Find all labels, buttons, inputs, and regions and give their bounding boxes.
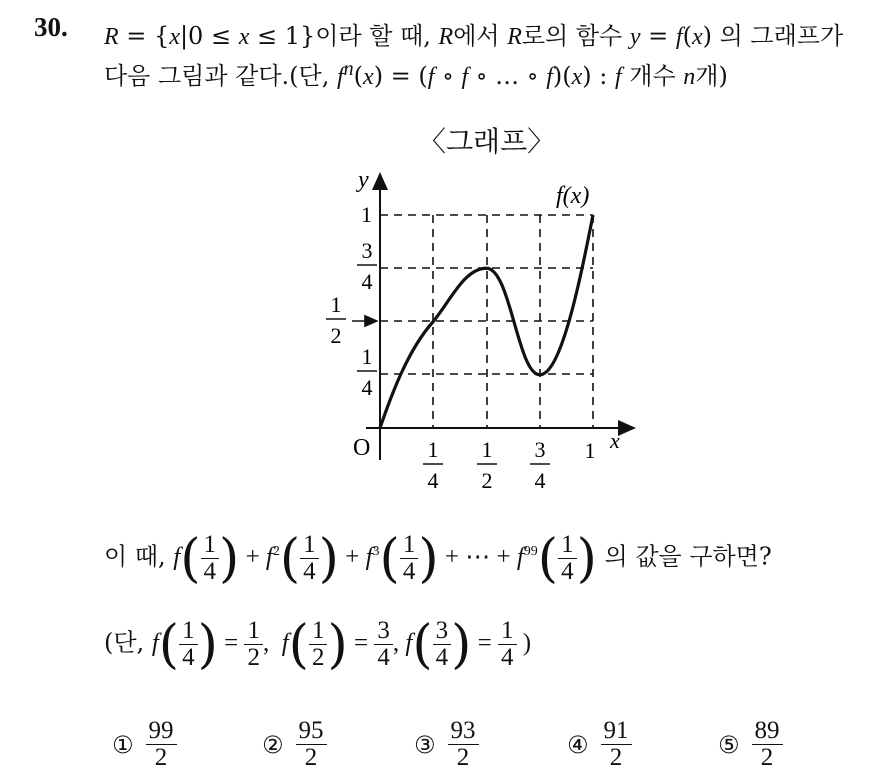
choice-1-marker: ① bbox=[112, 730, 134, 759]
dashed-grid bbox=[380, 215, 593, 428]
choice-1-value: $\frac{99}{2}$ bbox=[146, 718, 177, 772]
question-expression: 이 때, f( $\frac{1}{4}$ ) + $f^2$( $\frac{1}{4}$ ) + $f^3$( $\frac{1}{4}$ ) + ⋯ + $f^{99}$( $\frac{1}{4}$ ) 의 값을 구하면? bbox=[104, 528, 772, 589]
answer-choices bbox=[112, 718, 882, 776]
problem-statement-line-2: 다음 그림과 같다.(단, $f^n(x) = (f$ ∘ f ∘ … ∘ f)(x) : f 개수 n개) bbox=[104, 58, 728, 90]
y-tick-quarter bbox=[357, 344, 377, 400]
svg-text:4: 4 bbox=[427, 468, 439, 493]
curve-label: f(x) bbox=[556, 183, 590, 209]
choice-2-marker: ② bbox=[262, 730, 284, 759]
svg-text:4: 4 bbox=[361, 269, 373, 294]
svg-text:3: 3 bbox=[534, 437, 546, 462]
choice-3-marker: ③ bbox=[414, 730, 436, 759]
problem-number: 30. bbox=[34, 12, 68, 42]
problem-statement-line-1: R = {x|0 ≤ x ≤ 1}이라 할 때, R에서 R로의 함수 y = f(x) 의 그래프가 bbox=[104, 22, 844, 50]
x-tick-three-quarters bbox=[530, 437, 550, 493]
choice-1[interactable] bbox=[112, 718, 177, 772]
svg-text:4: 4 bbox=[361, 375, 373, 400]
y-tick-half bbox=[326, 292, 346, 348]
svg-text:1: 1 bbox=[427, 437, 439, 462]
choice-3-value: $\frac{93}{2}$ bbox=[448, 718, 479, 772]
choice-3[interactable] bbox=[414, 718, 479, 772]
choice-5-value: $\frac{89}{2}$ bbox=[752, 718, 783, 772]
choice-2[interactable] bbox=[262, 718, 327, 772]
svg-text:1: 1 bbox=[481, 437, 493, 462]
svg-text:1: 1 bbox=[330, 292, 342, 317]
svg-text:1: 1 bbox=[361, 344, 373, 369]
x-tick-half bbox=[477, 437, 497, 493]
svg-text:2: 2 bbox=[481, 468, 493, 493]
choice-4[interactable] bbox=[567, 718, 632, 772]
x-axis-label: x bbox=[610, 428, 620, 453]
origin-label: O bbox=[353, 435, 371, 461]
choice-5-marker: ⑤ bbox=[718, 730, 740, 759]
choice-2-value: $\frac{95}{2}$ bbox=[296, 718, 327, 772]
choice-4-value: $\frac{91}{2}$ bbox=[601, 718, 632, 772]
x-tick-quarter bbox=[423, 437, 443, 493]
svg-text:2: 2 bbox=[330, 323, 342, 348]
choice-4-marker: ④ bbox=[567, 730, 589, 759]
choice-5[interactable] bbox=[718, 718, 783, 772]
x-tick-1: 1 bbox=[584, 438, 596, 463]
svg-text:4: 4 bbox=[534, 468, 546, 493]
y-tick-1: 1 bbox=[361, 202, 372, 227]
y-axis-label: y bbox=[358, 167, 369, 193]
svg-text:3: 3 bbox=[361, 238, 373, 263]
y-tick-three-quarters bbox=[357, 238, 377, 294]
graph-title: 〈그래프〉 bbox=[418, 125, 556, 158]
given-condition: (단, f( $\frac{1}{4}$ ) = $\frac{1}{2}$ , f( $\frac{1}{2}$ ) = $\frac{3}{4}$ , f( $\frac{3}{4}$ ) = $\frac{1}{4}$ ) bbox=[104, 614, 532, 675]
